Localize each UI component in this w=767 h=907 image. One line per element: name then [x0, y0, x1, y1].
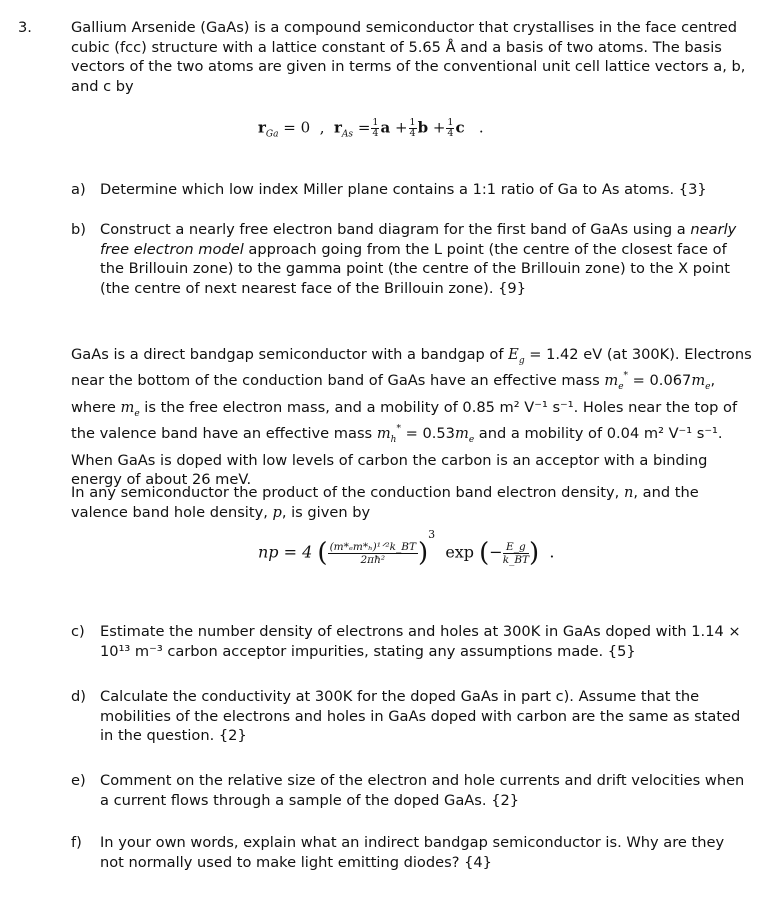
np-power: 3	[428, 528, 436, 541]
part-label: c)	[71, 623, 85, 640]
quarter-fraction: $\frac{1}{4}$	[409, 117, 416, 139]
part-text: In your own words, explain what an indirect bandgap semiconductor is. Why are they not normally used to make light emitting diodes?	[100, 834, 725, 871]
vector-b: b	[417, 118, 429, 137]
part-text: Calculate the conductivity at 300K for the doped GaAs in part c). Assume that the mobilities of the electrons and holes in GaAs doped with carbon are the same as stated in the question.	[100, 688, 741, 744]
exp-fraction: $\frac{E\_g}{k\_BT}$	[502, 540, 530, 566]
part-e	[71, 771, 751, 810]
part-label: f)	[71, 834, 82, 851]
marks-badge: {9}	[498, 279, 526, 297]
r-as-symbol: r	[334, 118, 342, 137]
formula-separator: ,	[319, 118, 325, 137]
gaas-properties-paragraph: GaAs is a direct bandgap semiconductor with a bandgap of $E_g = 1.42$ eV (at 300K). Electrons near the bottom of the conduction band of GaAs have an effective mass $m_e^* = 0.067m_e$, where $m_e$ is the free electron mass, and a mobility of 0.85 m² V⁻¹ s⁻¹. Holes near the top of the valence band have an effective mass $m_h^* = 0.53m_e$ and a mobility of 0.04 m² V⁻¹ s⁻¹. When GaAs is doped with low levels of carbon the carbon is an acceptor with a binding energy of about 26 meV.	[71, 346, 752, 489]
part-text: approach going from the L point (the centre of the closest face of the Brillouin zone) to the gamma point (the centre of the Brillouin zone) to the X point (the centre of next nearest face of the Brillouin zone).	[100, 240, 731, 297]
np-lhs: np = 4	[258, 542, 313, 562]
marks-badge: {5}	[607, 642, 636, 660]
part-a	[71, 180, 751, 200]
vector-a: a	[380, 118, 391, 137]
part-text: Estimate the number density of electrons and holes at 300K in GaAs doped with 1.14 × 10¹³ m⁻³ carbon acceptor impurities, stating any assumptions made.	[100, 623, 741, 660]
quarter-fraction: $\frac{1}{4}$	[447, 117, 454, 139]
part-text: Construct a nearly free electron band diagram for the first band of GaAs using a	[100, 221, 686, 238]
r-as-subscript: As	[341, 129, 354, 140]
vector-c: c	[455, 118, 465, 137]
part-label: d)	[71, 688, 86, 705]
part-text: Determine which low index Miller plane contains a 1:1 ratio of Ga to As atoms.	[100, 181, 675, 198]
part-f	[71, 833, 751, 872]
exp-function: exp	[445, 542, 475, 562]
part-label: e)	[71, 772, 86, 789]
part-label: a)	[71, 181, 86, 198]
marks-badge: {3}	[678, 181, 707, 198]
marks-badge: {4}	[464, 853, 492, 871]
part-text-italic: nearly free electron model	[100, 221, 737, 258]
intro-paragraph: Gallium Arsenide (GaAs) is a compound semiconductor that crystallises in the face centred cubic (fcc) structure with a lattice constant of 5.65 Å and a basis of two atoms. The basis vectors of the two atoms are given in terms of the conventional unit cell lattice vectors a, b, and c by	[71, 19, 746, 95]
basis-vector-formula: $r_{Ga} = 0$ , $r_{As}$ = $\frac{1}{4}$ a + $\frac{1}{4}$ b + $\frac{1}{4}$ c .	[258, 117, 484, 140]
part-label: b)	[71, 221, 86, 238]
marks-badge: {2}	[491, 791, 520, 809]
r-ga-subscript: Ga	[265, 129, 279, 140]
r-ga-symbol: r	[258, 118, 266, 137]
marks-badge: {2}	[218, 727, 247, 744]
quarter-fraction: $\frac{1}{4}$	[372, 117, 379, 139]
np-equation: np = 4 ( (m*ₑm*ₕ)¹ᐟ²k_BT 2πħ² )$^3$ exp (− $\frac{E\_g}{k\_BT}$ ) .	[258, 528, 555, 568]
part-b	[71, 220, 751, 298]
part-c	[71, 622, 751, 661]
part-d	[71, 687, 751, 746]
part-text: Comment on the relative size of the electron and hole currents and drift velocities when a current flows through a sample of the doped GaAs.	[100, 772, 745, 809]
question-number: 3.	[18, 19, 32, 36]
np-product-paragraph: In any semiconductor the product of the conduction band electron density, n, and the valence band hole density, p, is given by	[71, 484, 699, 521]
r-ga-value: = 0	[283, 118, 311, 137]
np-fraction: (m*ₑm*ₕ)¹ᐟ²k_BT 2πħ²	[329, 540, 416, 566]
